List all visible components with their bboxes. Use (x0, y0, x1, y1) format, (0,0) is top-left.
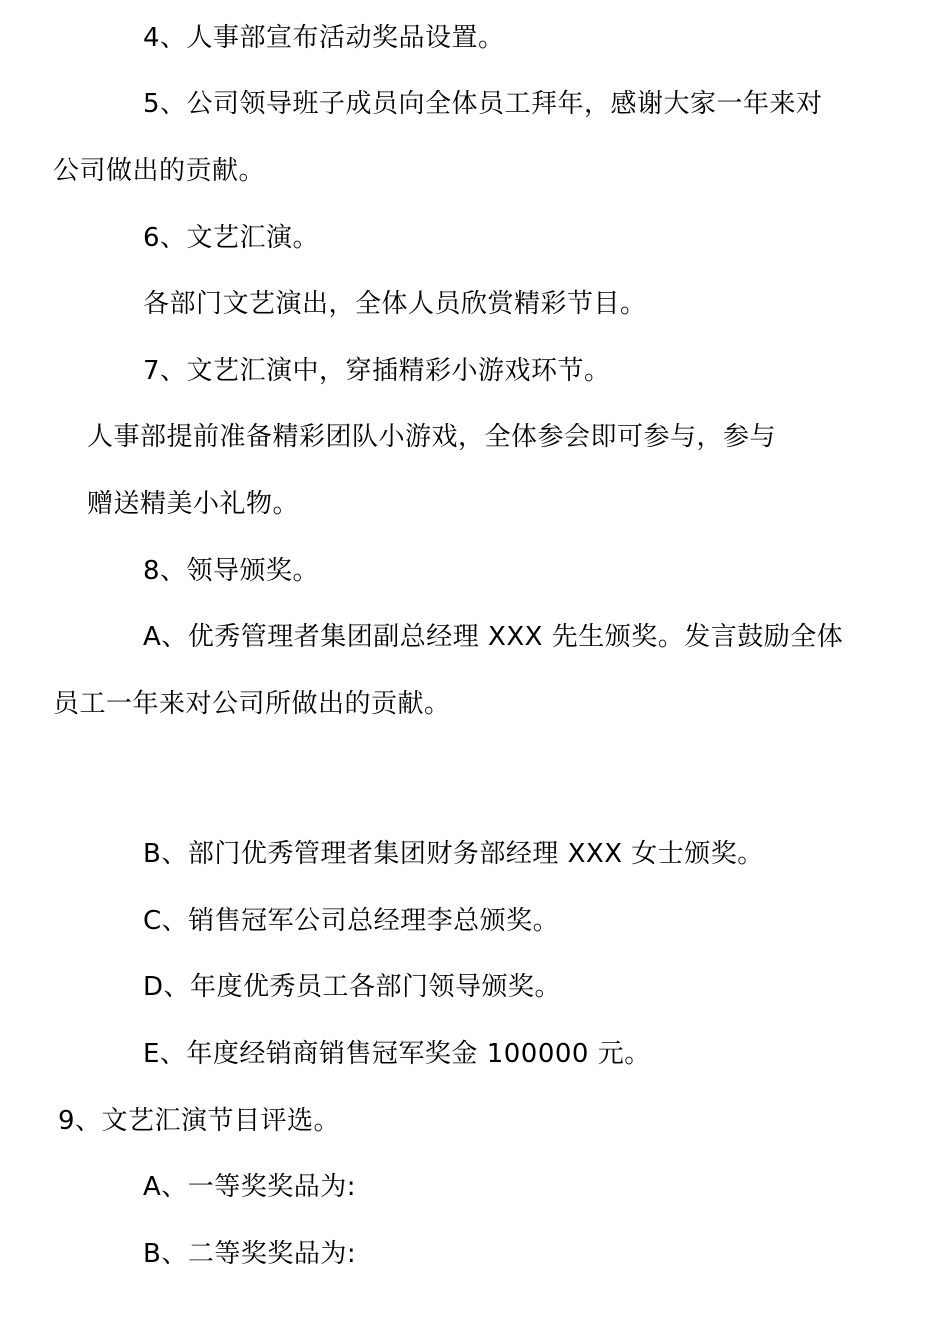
paragraph-line: 赠送精美小礼物。 (87, 489, 300, 519)
paragraph-line: E、年度经销商销售冠军奖金 100000 元。 (143, 1039, 651, 1069)
paragraph-line: 9、文艺汇演节目评选。 (58, 1106, 341, 1136)
paragraph-line: C、销售冠军公司总经理李总颁奖。 (143, 906, 560, 936)
paragraph-line: B、二等奖奖品为: (143, 1239, 357, 1269)
paragraph-line: 4、人事部宣布活动奖品设置。 (143, 23, 505, 53)
paragraph-line: 8、领导颁奖。 (143, 556, 320, 586)
paragraph-line: 6、文艺汇演。 (143, 223, 320, 253)
paragraph-line: A、一等奖奖品为: (143, 1172, 357, 1202)
paragraph-line: 人事部提前准备精彩团队小游戏，全体参会即可参与，参与 (87, 422, 777, 452)
paragraph-line: 各部门文艺演出，全体人员欣赏精彩节目。 (143, 289, 647, 319)
paragraph-line: 5、公司领导班子成员向全体员工拜年，感谢大家一年来对 (143, 89, 823, 119)
paragraph-line: 7、文艺汇演中，穿插精彩小游戏环节。 (143, 356, 611, 386)
paragraph-line: B、部门优秀管理者集团财务部经理 XXX 女士颁奖。 (143, 839, 764, 869)
paragraph-line: A、优秀管理者集团副总经理 XXX 先生颁奖。发言鼓励全体 (143, 622, 844, 652)
paragraph-line: 公司做出的贡献。 (53, 156, 266, 186)
paragraph-line: 员工一年来对公司所做出的贡献。 (53, 689, 451, 719)
paragraph-line: D、年度优秀员工各部门领导颁奖。 (143, 972, 562, 1002)
